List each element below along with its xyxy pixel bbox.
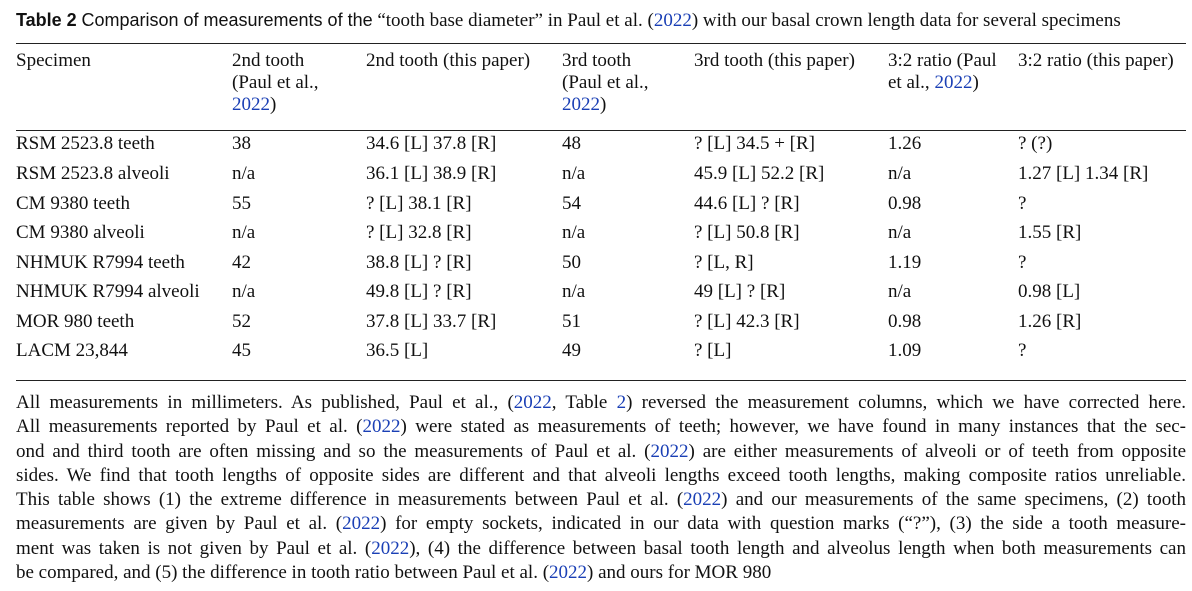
- footnote-text: ) are either measurements of alveoli or of teeth from opposite: [688, 440, 1187, 462]
- table-cell: 48: [562, 133, 581, 154]
- column-header: [366, 48, 562, 120]
- table-body: [16, 120, 1186, 366]
- footnote-text: ) were stated as measurements of teeth; however, we have found in many instances that the sec-: [400, 416, 1187, 438]
- header-text: ): [600, 94, 607, 115]
- citation-link[interactable]: 2: [616, 392, 627, 413]
- footnote-line: [16, 537, 1186, 561]
- table-cell: 51: [562, 310, 581, 332]
- table-cell: 45: [232, 340, 251, 361]
- header-text: et al.,: [888, 72, 935, 93]
- footnote-text: This table shows (1) the extreme difference in measurements between Paul et al. (: [16, 489, 684, 511]
- table-cell: 34.6 [L] 37.8 [R]: [366, 133, 497, 154]
- citation-link[interactable]: 2022: [371, 537, 410, 559]
- table-cell: 1.19: [888, 251, 922, 273]
- footnote-line: [16, 464, 1186, 488]
- footnote-text: ment was taken is not given by Paul et al. (: [16, 537, 372, 559]
- table-cell: ? [L] 42.3 [R]: [694, 310, 800, 332]
- column-header: [16, 48, 232, 120]
- table-cell: MOR 980 teeth: [16, 310, 135, 332]
- footnote-line: [16, 488, 1186, 512]
- table-cell: 1.26: [888, 133, 922, 154]
- table-cell: CM 9380 teeth: [16, 192, 130, 214]
- table-cell: n/a: [562, 163, 586, 184]
- table-cell: 1.27 [L] 1.34 [R]: [1018, 163, 1149, 184]
- table-cell: n/a: [888, 281, 912, 302]
- citation-link[interactable]: 2022: [549, 562, 588, 584]
- footnote-text: ) reversed the measurement columns, which we have corrected here.: [626, 392, 1186, 413]
- footnote-text: ) and our measurements of the same specimens, (2) tooth: [721, 489, 1186, 511]
- table-cell: 49: [562, 340, 581, 361]
- table-cell: n/a: [232, 222, 256, 243]
- table-cell: 38: [232, 133, 251, 154]
- table-cell: 1.26 [R]: [1018, 310, 1082, 332]
- footnote-text: , Table: [551, 392, 617, 413]
- table-row: [16, 189, 1186, 219]
- citation-link[interactable]: 2022: [362, 416, 401, 438]
- citation-link[interactable]: 2022: [232, 94, 270, 115]
- footnote-line: [16, 561, 1186, 585]
- table-cell: ? (?): [1018, 133, 1053, 154]
- table-cell: LACM 23,844: [16, 340, 128, 361]
- column-header-line: 3rd tooth: [562, 50, 632, 71]
- table-cell: ? [L] 34.5 + [R]: [694, 133, 815, 154]
- table-row: [16, 307, 1186, 337]
- table-cell: n/a: [562, 222, 586, 243]
- footnote-text: sides. We find that tooth lengths of opposite sides are different and that alveoli lengths exceed tooth lengths, making composite ratios unreliable.: [16, 464, 1186, 486]
- caption-text: Comparison of measurements of the: [81, 10, 373, 30]
- table-cell: RSM 2523.8 alveoli: [16, 163, 170, 184]
- table-cell: n/a: [888, 222, 912, 243]
- column-header: [1018, 48, 1186, 120]
- footnote-line: [16, 415, 1186, 439]
- header-row: [16, 48, 1186, 120]
- column-header-line: 3:2 ratio (Paul: [888, 50, 997, 71]
- footnote-text: ) for empty sockets, indicated in our data with question marks (“?”), (3) the side a tooth measure-: [380, 513, 1186, 535]
- footnote-text: All measurements reported by Paul et al. (: [16, 416, 363, 438]
- table-cell: CM 9380 alveoli: [16, 222, 145, 243]
- caption-quoted: “tooth base diameter” in Paul et al. (: [377, 10, 654, 31]
- column-header-line: (Paul et al.,: [562, 72, 649, 93]
- column-header-line: 3rd tooth (this paper): [694, 50, 855, 71]
- table-cell: n/a: [232, 163, 256, 184]
- table-cell: 0.98: [888, 192, 922, 214]
- table-footnote: [16, 391, 1186, 585]
- column-header-line: (Paul et al.,: [232, 72, 319, 93]
- table-cell: NHMUK R7994 alveoli: [16, 281, 200, 302]
- table-row: [16, 159, 1186, 189]
- column-header-line: [232, 94, 366, 116]
- column-header: [694, 48, 888, 120]
- citation-link[interactable]: 2022: [653, 10, 692, 31]
- table-cell: ? [L]: [694, 340, 732, 361]
- column-header: [562, 48, 694, 120]
- column-header-line: 3:2 ratio (this paper): [1018, 50, 1174, 71]
- table-cell: ? [L] 38.1 [R]: [366, 192, 472, 214]
- header-text: ): [972, 72, 979, 93]
- table-caption: [16, 8, 1186, 33]
- citation-link[interactable]: 2022: [562, 94, 600, 115]
- table-cell: n/a: [562, 281, 586, 302]
- header-text: ): [270, 94, 277, 115]
- table-cell: 49.8 [L] ? [R]: [366, 281, 472, 302]
- table-cell: 44.6 [L] ? [R]: [694, 192, 800, 214]
- footnote-line: [16, 512, 1186, 536]
- table-cell: 49 [L] ? [R]: [694, 281, 786, 302]
- table-cell: 0.98: [888, 310, 922, 332]
- table-cell: ? [L] 50.8 [R]: [694, 222, 800, 243]
- table-cell: 1.55 [R]: [1018, 222, 1082, 243]
- column-header-line: 2nd tooth (this paper): [366, 50, 531, 71]
- table-cell: 1.09: [888, 340, 922, 361]
- table-cell: ?: [1018, 340, 1027, 361]
- table-label: Table 2: [16, 10, 77, 30]
- table-cell: 0.98 [L]: [1018, 281, 1081, 302]
- table-cell: 36.5 [L]: [366, 340, 429, 361]
- column-header-line: [562, 94, 694, 116]
- footnote-text: ) and ours for MOR 980: [587, 562, 772, 584]
- table-header: [16, 48, 1186, 120]
- citation-link[interactable]: 2022: [513, 392, 552, 413]
- footnote-text: ond and third tooth are often missing and so the measurements of Paul et al. (: [16, 440, 651, 462]
- table-cell: ?: [1018, 192, 1027, 214]
- citation-link[interactable]: 2022: [342, 513, 381, 535]
- table-row: [16, 248, 1186, 278]
- table-cell: 38.8 [L] ? [R]: [366, 251, 472, 273]
- top-rule: [16, 43, 1186, 44]
- column-header: [888, 48, 1018, 120]
- column-header-line: Specimen: [16, 50, 91, 71]
- table-row: [16, 120, 1186, 159]
- table-cell: 45.9 [L] 52.2 [R]: [694, 163, 825, 184]
- footnote-text: All measurements in millimeters. As published, Paul et al., (: [16, 392, 514, 413]
- table-cell: ?: [1018, 251, 1027, 273]
- table-cell: n/a: [232, 281, 256, 302]
- table-row: [16, 336, 1186, 366]
- table-cell: 42: [232, 251, 251, 273]
- footnote-line: [16, 391, 1186, 415]
- table-cell: n/a: [888, 163, 912, 184]
- table-cell: ? [L, R]: [694, 251, 754, 273]
- footnote-text: measurements are given by Paul et al. (: [16, 513, 343, 535]
- table-cell: 55: [232, 192, 251, 214]
- column-header-line: 2nd tooth: [232, 50, 305, 71]
- table-cell: 54: [562, 192, 581, 214]
- footnote-text: ), (4) the difference between basal tooth length and alveolus length when both measurements can: [409, 537, 1186, 559]
- table-cell: NHMUK R7994 teeth: [16, 251, 185, 273]
- column-header: [232, 48, 366, 120]
- table-cell: 52: [232, 310, 251, 332]
- caption-text-end: ) with our basal crown length data for several specimens: [691, 10, 1121, 31]
- table-cell: ? [L] 32.8 [R]: [366, 222, 472, 243]
- citation-link[interactable]: 2022: [650, 440, 689, 462]
- table-cell: RSM 2523.8 teeth: [16, 133, 155, 154]
- table-row: [16, 218, 1186, 248]
- citation-link[interactable]: 2022: [683, 489, 722, 511]
- table-cell: 37.8 [L] 33.7 [R]: [366, 310, 497, 332]
- footnote-line: [16, 440, 1186, 464]
- bottom-rule: [16, 380, 1186, 381]
- footnote-text: be compared, and (5) the difference in tooth ratio between Paul et al. (: [16, 562, 550, 584]
- column-header-line: [888, 72, 1018, 94]
- measurement-table: [16, 48, 1186, 366]
- table-cell: 50: [562, 251, 581, 273]
- citation-link[interactable]: 2022: [934, 72, 973, 93]
- table-row: [16, 277, 1186, 307]
- table-cell: 36.1 [L] 38.9 [R]: [366, 163, 497, 184]
